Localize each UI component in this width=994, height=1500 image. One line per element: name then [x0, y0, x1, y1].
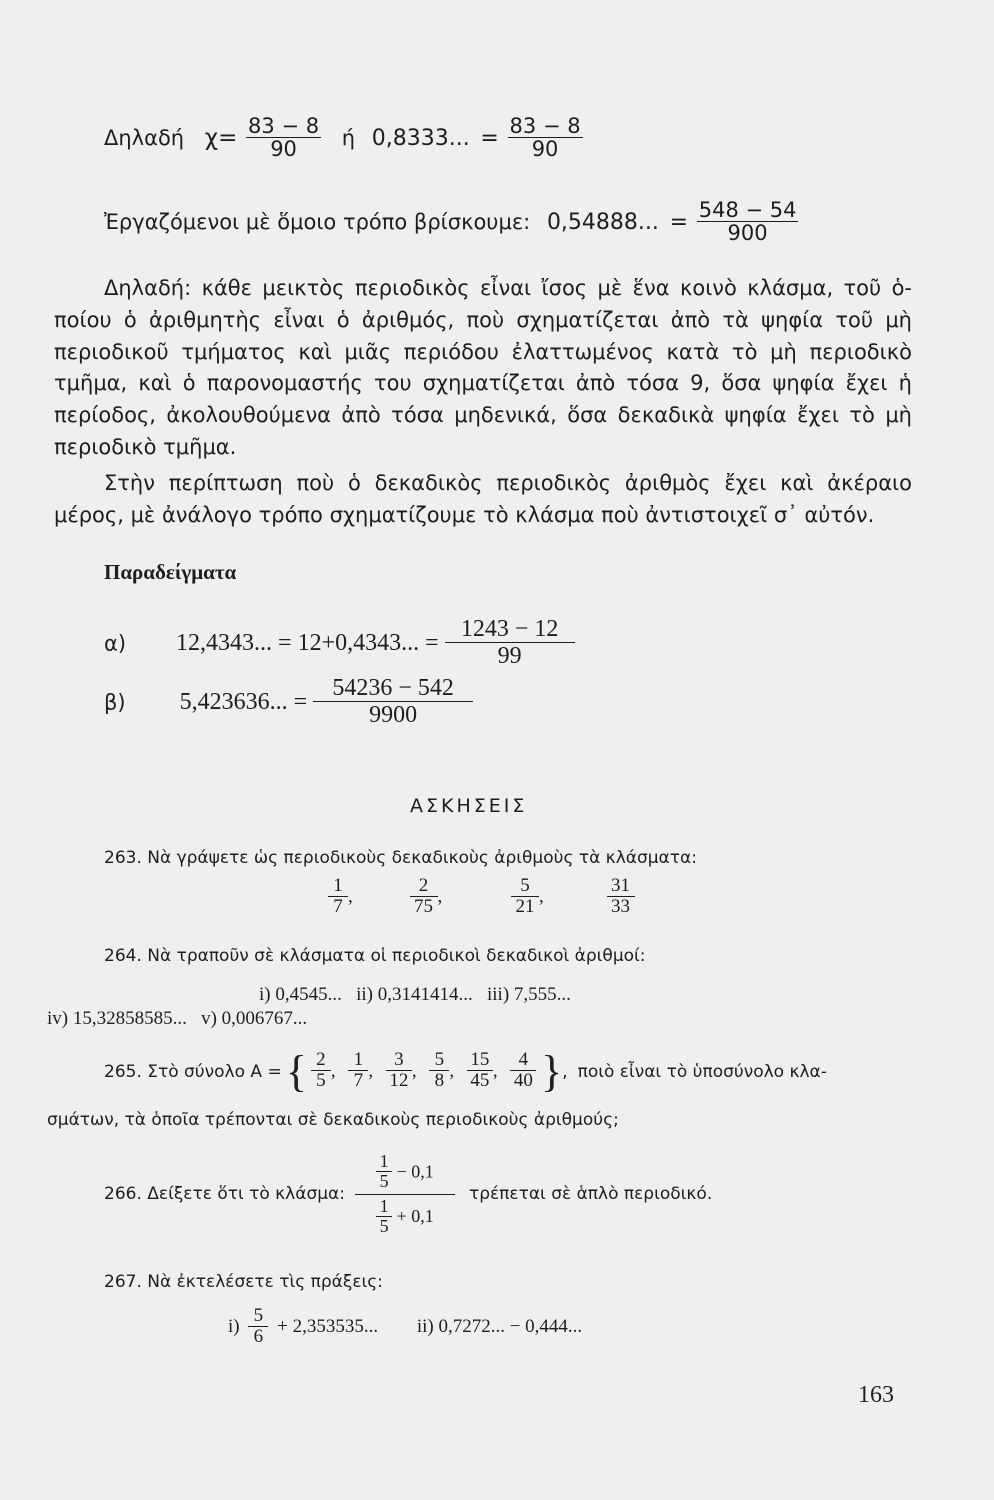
- ex267-ii: ii) 0,7272... − 0,444...: [416, 1315, 583, 1337]
- ex263-frac-2: [410, 876, 438, 918]
- ex265-frac-6: [510, 1050, 536, 1092]
- left-brace: {: [285, 1047, 307, 1096]
- ex263-frac-4-num: 31: [611, 875, 630, 896]
- exercise-265-suffix: ποιὸ εἶναι τὸ ὑποσύνολο κλα-: [577, 1062, 827, 1082]
- line1: [104, 115, 583, 161]
- line1-frac1: [246, 115, 321, 161]
- ex263-frac-1-num: 1: [333, 875, 343, 896]
- exercise-266-prefix: 266. Δείξετε ὅτι τὸ κλάσμα:: [104, 1184, 345, 1205]
- ex266-top-frac-den: 5: [376, 1171, 392, 1192]
- ex266-denominator: [355, 1194, 455, 1237]
- ex266-bot-op: + 0,1: [396, 1205, 434, 1226]
- exercise-265: [104, 1047, 827, 1096]
- line2-frac-num: 548 − 54: [698, 198, 797, 222]
- paragraph-1-text: Δηλαδή: κάθε μεικτὸς περιοδικὸς εἶναι ἴσος μὲ ἕνα κοινὸ κλάσμα, τοῦ ὁ-ποίου ὁ ἀριθμητὴς εἶναι ὁ ἀριθμός, ποὺ σχηματίζεται ἀπὸ τὰ ψηφία τοῦ μὴ περιοδικοῦ τμήματος καὶ μιᾶς περιόδου ἐλαττωμένος κατὰ τὸ μὴ περιοδικὸ τμῆμα, καὶ ὁ παρονομαστής του σχηματίζεται ἀπὸ τόσα 9, ὅσα ψηφία ἔχει ἡ περίοδος, ἀκολουθούμενα ἀπὸ τόσα μηδενικά, ὅσα δεκαδικὰ ψηφία ἔχει τὸ μὴ περιοδικὸ τμῆμα.: [54, 276, 912, 459]
- ex266-top-frac: [376, 1152, 392, 1192]
- ex263-frac-2-num: 2: [418, 875, 429, 896]
- line1-x: χ=: [204, 125, 238, 152]
- exercises-heading: ΑΣΚΗΣΕΙΣ: [410, 795, 528, 817]
- example-a-expr: 12,4343... = 12+0,4343... =: [176, 629, 439, 656]
- comma: ,: [492, 1060, 498, 1082]
- ex267-frac: [248, 1306, 268, 1348]
- ex266-top-frac-num: 1: [379, 1151, 389, 1171]
- line1-or: ή: [341, 126, 356, 151]
- ex265-frac-5-den: 45: [467, 1070, 493, 1092]
- ex263-frac-3: [511, 876, 539, 918]
- ex265-frac-1-den: 5: [311, 1070, 331, 1092]
- line1-frac2: [508, 115, 583, 161]
- example-b-frac-den: 9900: [313, 701, 473, 728]
- ex263-frac-1: [328, 876, 348, 918]
- ex266-bot-frac-den: 5: [376, 1216, 392, 1237]
- line1-eq: =: [480, 125, 499, 151]
- comma: ,: [368, 1060, 374, 1082]
- line2: [104, 199, 798, 245]
- example-a-frac: [445, 617, 575, 670]
- ex265-frac-5-num: 15: [470, 1049, 490, 1071]
- exercise-264: 264. Νὰ τραποῦν σὲ κλάσματα οἱ περιοδικοὶ δεκαδικοὶ ἀριθμοί:: [104, 946, 646, 966]
- exercise-263: 263. Νὰ γράψετε ὡς περιοδικοὺς δεκαδικοὺς ἀριθμοὺς τὰ κλάσματα:: [104, 848, 697, 868]
- ex263-frac-4: [607, 876, 635, 918]
- example-a-frac-den: 99: [445, 642, 575, 669]
- example-b-expr: 5,423636... =: [179, 688, 308, 715]
- line1-prefix: Δηλαδή: [104, 126, 185, 151]
- paragraph-1: [54, 273, 912, 464]
- exercise-263-fractions: [328, 876, 635, 918]
- exercise-266: [104, 1152, 712, 1236]
- examples-heading: Παραδείγματα: [104, 560, 237, 584]
- example-b-frac-num: 54236 − 542: [332, 675, 454, 701]
- exercise-267-line: [228, 1306, 582, 1348]
- paragraph-2: [54, 468, 912, 532]
- ex265-frac-4-den: 8: [429, 1070, 449, 1092]
- ex263-frac-2-den: 75: [410, 896, 438, 918]
- ex265-frac-2: [348, 1050, 368, 1092]
- example-b: [104, 676, 473, 729]
- ex265-frac-1-num: 2: [316, 1049, 326, 1071]
- ex265-frac-6-num: 4: [518, 1049, 529, 1071]
- ex267-i-rest: + 2,353535...: [277, 1315, 379, 1337]
- ex265-frac-4-num: 5: [434, 1049, 445, 1071]
- ex265-frac-2-num: 1: [353, 1049, 364, 1071]
- ex265-frac-3: [386, 1050, 412, 1092]
- line1-frac1-num: 83 − 8: [248, 114, 320, 138]
- comma: ,: [330, 1060, 336, 1082]
- line2-frac-den: 900: [697, 221, 799, 245]
- ex267-frac-den: 6: [248, 1326, 268, 1348]
- example-a-frac-num: 1243 − 12: [460, 616, 559, 642]
- comma: ,: [539, 885, 544, 907]
- comma: ,: [348, 885, 353, 907]
- ex267-frac-num: 5: [253, 1305, 264, 1326]
- comma: ,: [562, 1062, 568, 1082]
- ex265-frac-3-num: 3: [394, 1049, 404, 1071]
- line1-frac2-num: 83 − 8: [509, 114, 581, 138]
- line2-eq: =: [669, 209, 689, 235]
- ex265-frac-1: [311, 1050, 331, 1092]
- example-b-frac: [313, 676, 473, 729]
- example-a: [104, 617, 575, 670]
- paragraph-2-text: Στὴν περίπτωση ποὺ ὁ δεκαδικὸς περιοδικὸς ἀριθμὸς ἔχει καὶ ἀκέραιο μέρος, μὲ ἀνάλογο τρόπο σχηματίζουμε τὸ κλάσμα ποὺ ἀντιστοιχεῖ σ᾿ αὐτόν.: [54, 471, 912, 527]
- line2-decimal: 0,54888...: [546, 209, 659, 235]
- ex265-frac-3-den: 12: [386, 1070, 412, 1092]
- ex266-numerator: [355, 1152, 455, 1194]
- line2-frac: [697, 199, 799, 245]
- page-number: 163: [858, 1382, 894, 1408]
- example-a-label: α): [104, 631, 127, 656]
- line1-decimal: 0,8333...: [371, 125, 470, 151]
- exercise-266-suffix: τρέπεται σὲ ἁπλὸ περιοδικό.: [468, 1184, 713, 1205]
- line1-frac1-den: 90: [246, 137, 321, 161]
- comma: ,: [437, 885, 443, 907]
- exercise-264-line1: i) 0,4545... ii) 0,3141414... iii) 7,555...: [259, 984, 571, 1005]
- exercise-264-line2: iv) 15,32858585... v) 0,006767...: [47, 1008, 308, 1029]
- ex263-frac-3-den: 21: [511, 896, 539, 918]
- example-b-label: β): [104, 690, 126, 715]
- line2-text: Ἐργαζόμενοι μὲ ὅμοιο τρόπο βρίσκουμε:: [104, 210, 531, 235]
- ex265-frac-6-den: 40: [510, 1070, 536, 1092]
- ex263-frac-4-den: 33: [607, 896, 635, 918]
- ex267-i-label: i): [228, 1315, 240, 1337]
- ex263-frac-3-num: 5: [520, 875, 530, 896]
- exercise-265-line2: σμάτων, τὰ ὁποῖα τρέπονται σὲ δεκαδικοὺς περιοδικοὺς ἀριθμούς;: [47, 1110, 619, 1130]
- exercise-267: 267. Νὰ ἐκτελέσετε τὶς πράξεις:: [104, 1272, 383, 1292]
- comma: ,: [449, 1060, 455, 1082]
- ex266-bot-frac: [376, 1197, 392, 1237]
- line1-frac2-den: 90: [508, 137, 583, 161]
- exercise-265-prefix: 265. Στὸ σύνολο Α =: [104, 1062, 282, 1082]
- ex266-compound-frac: [355, 1152, 455, 1236]
- ex266-top-op: − 0,1: [396, 1161, 434, 1182]
- ex265-frac-2-den: 7: [348, 1070, 368, 1092]
- ex265-frac-5: [467, 1050, 493, 1092]
- right-brace: }: [541, 1047, 563, 1096]
- ex265-frac-4: [429, 1050, 449, 1092]
- ex263-frac-1-den: 7: [328, 896, 348, 918]
- ex266-bot-frac-num: 1: [379, 1195, 389, 1216]
- comma: ,: [411, 1060, 417, 1082]
